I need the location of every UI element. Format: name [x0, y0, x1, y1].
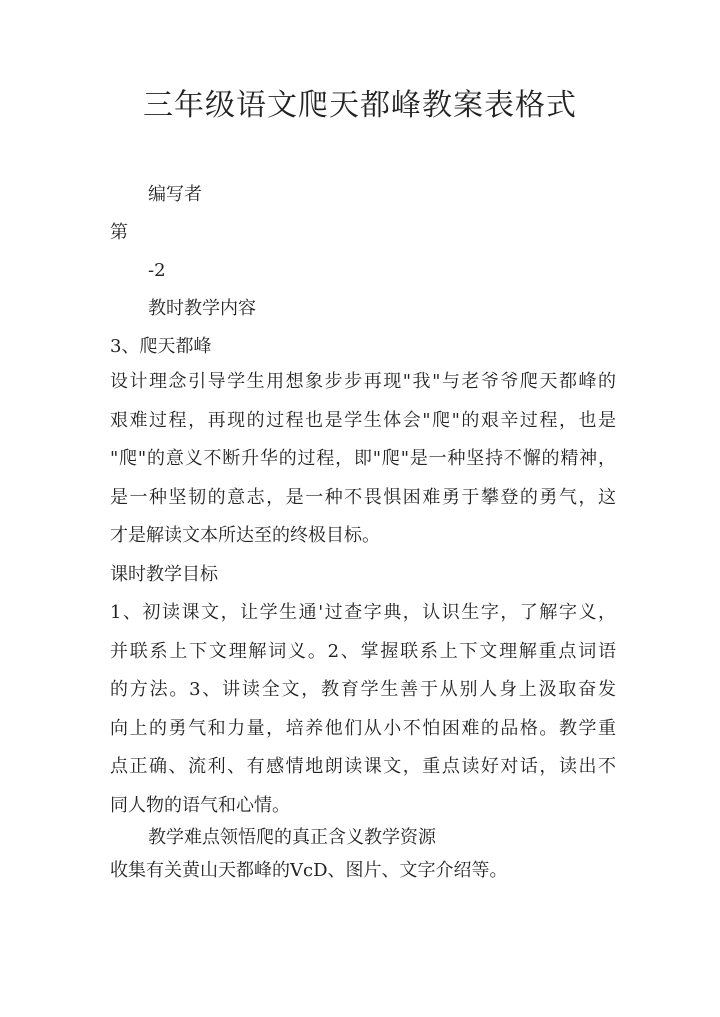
design-line: "爬"的意义不断升华的过程，即"爬"是一种坚持不懈的精神， — [110, 448, 616, 470]
goal-line: 的方法。3、讲读全文，教育学生善于从别人身上汲取奋发 — [110, 679, 616, 701]
document-title: 三年级语文爬天都峰教案表格式 — [143, 88, 577, 123]
design-concept-paragraph — [110, 367, 616, 560]
design-line: 是一种坚韧的意志，是一种不畏惧困难勇于攀登的勇气，这 — [110, 486, 616, 508]
difficulty-line: 教学难点领悟爬的真正含义教学资源 — [148, 827, 436, 848]
resources-line: 收集有关黄山天都峰的VcD、图片、文字介绍等。 — [110, 860, 508, 881]
goal-line: 同人物的语气和心情。 — [110, 794, 290, 816]
design-line: 艰难过程，再现的过程也是学生体会"爬"的艰辛过程，也是 — [110, 409, 616, 431]
goal-line: 点正确、流利、有感情地朗读课文，重点读好对话，读出不 — [110, 756, 616, 778]
goals-paragraph — [110, 598, 616, 830]
goals-label: 课时教学目标 — [110, 564, 218, 585]
author-label: 编写者 — [148, 184, 202, 205]
goal-line: 1、初读课文，让学生通'过查字典，认识生字，了解字义， — [110, 602, 616, 623]
goal-line: 并联系上下文理解词义。2、掌握联系上下文理解重点词语 — [110, 640, 616, 662]
page-ref: -2 — [148, 260, 166, 281]
design-line: 设计理念引导学生用想象步步再现"我"与老爷爷爬天都峰的 — [110, 371, 616, 392]
lesson-name: 3、爬天都峰 — [110, 336, 212, 357]
lesson-content-label: 教时教学内容 — [148, 298, 256, 319]
goal-line: 向上的勇气和力量，培养他们从小不怕困难的品格。教学重 — [110, 717, 616, 739]
di-label: 第 — [110, 222, 128, 243]
design-line: 才是解读文本所达至的终极目标。 — [110, 525, 380, 547]
